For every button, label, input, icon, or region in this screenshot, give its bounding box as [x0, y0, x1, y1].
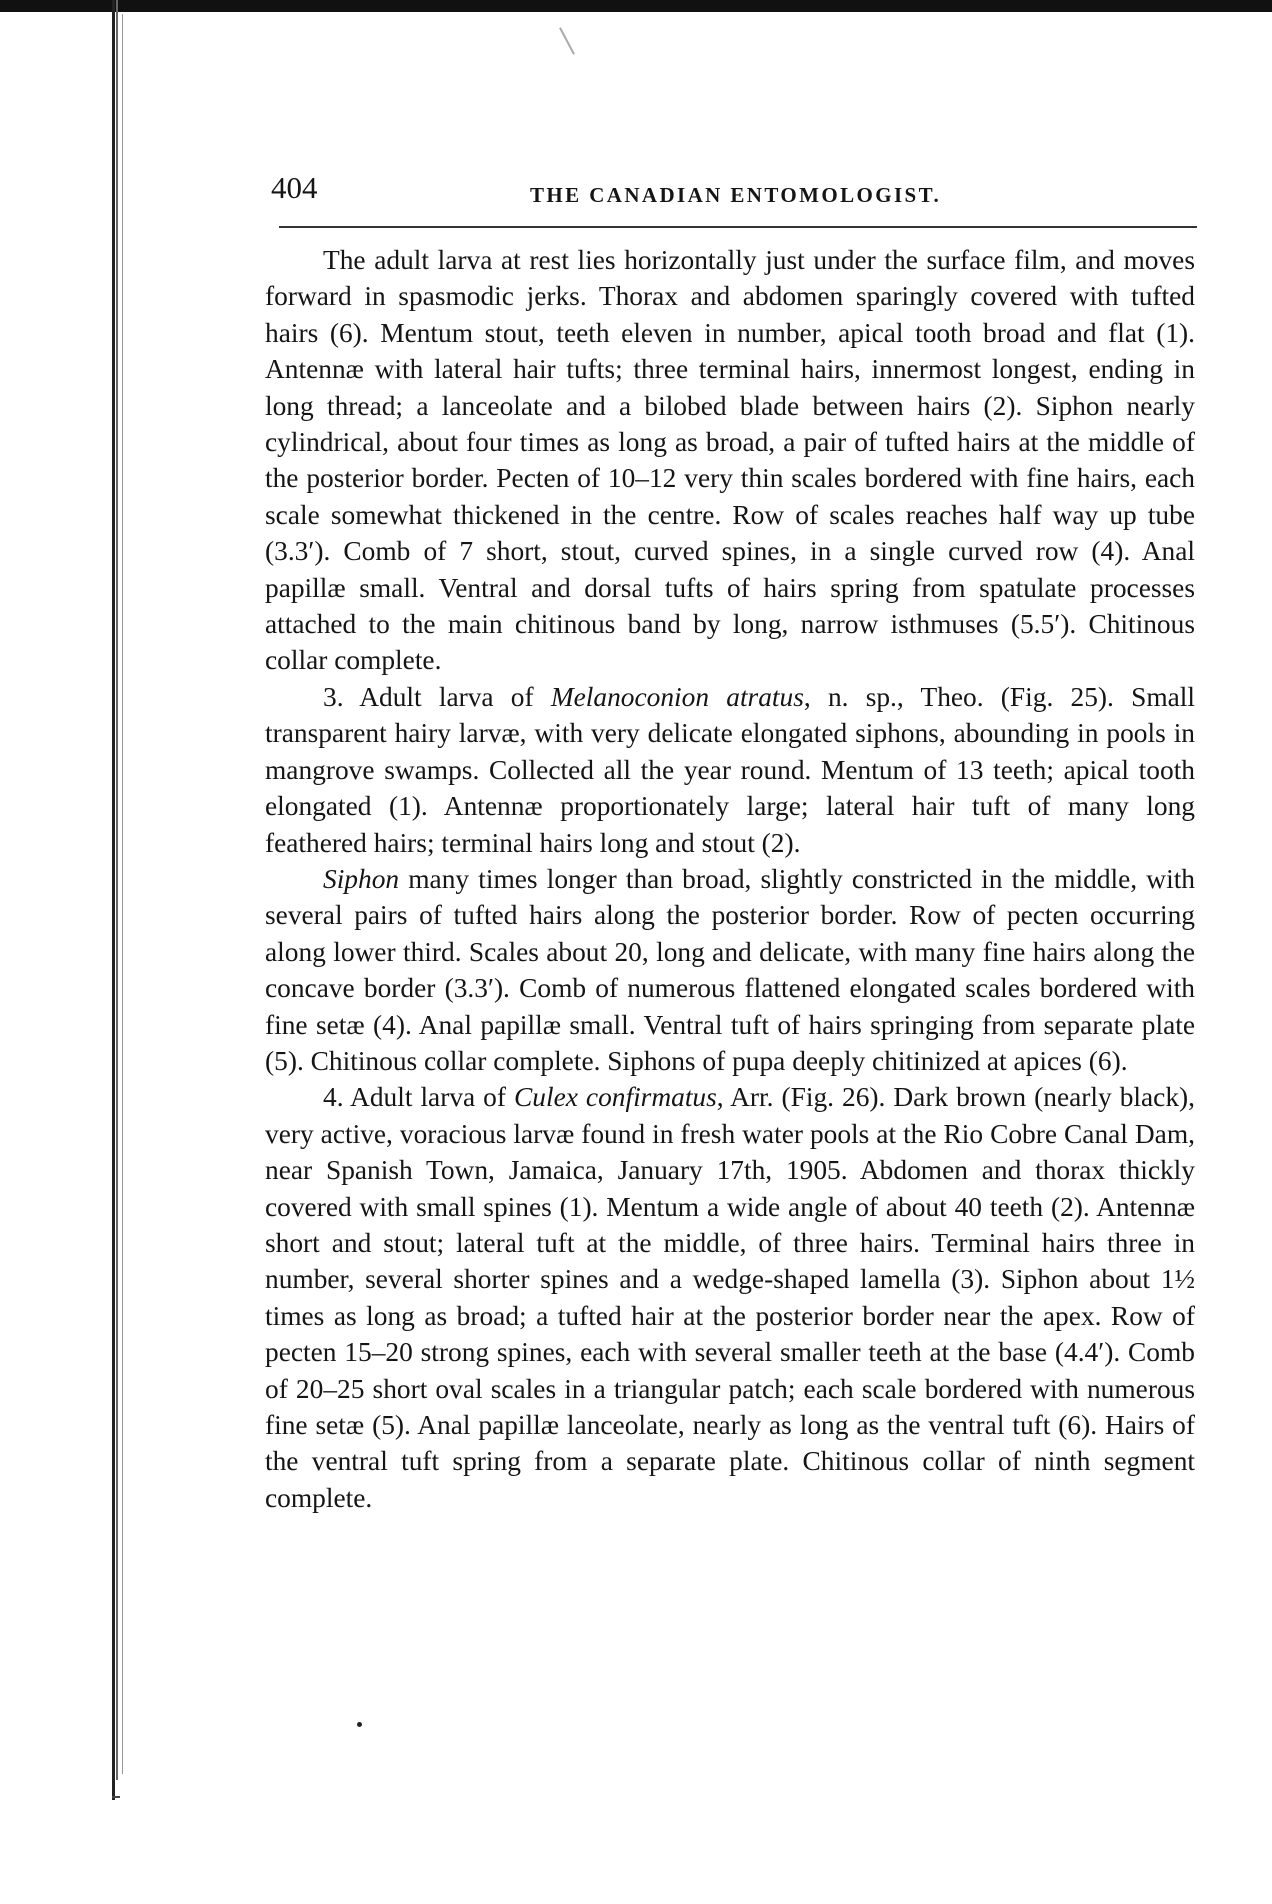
paragraph-melanoconion	[265, 679, 1195, 861]
header-rule	[279, 226, 1197, 228]
journal-title: THE CANADIAN ENTOMOLOGIST.	[530, 183, 942, 207]
paragraph-text: 3. Adult larva of	[323, 681, 551, 712]
page-edge-corner	[112, 1796, 120, 1798]
paragraph-culex	[265, 1079, 1195, 1516]
ink-speck	[357, 1722, 362, 1727]
paragraph-siphon	[265, 861, 1195, 1079]
running-head	[265, 170, 1200, 226]
page-number: 404	[271, 170, 318, 205]
paragraph-text: many times longer than broad, slightly constricted in the middle, with several pairs of tufted hairs along the posterior border. Row of pecten occurring along lower third. Scales about 20, long and delicate, with many fine hairs along the concave border (3.3′). Comb of numerous flattened elongated scales bordered with fine setæ (4). Anal papillæ small. Ventral tuft of hairs springing from separate plate (5). Chitinous collar complete. Siphons of pupa deeply chitinized at apices (6).	[265, 863, 1195, 1076]
species-name: Culex confirmatus	[514, 1082, 717, 1113]
species-name: Melanoconion atratus	[550, 681, 804, 712]
paragraph-text: The adult larva at rest lies horizontally just under the surface film, and moves forward in spasmodic jerks. Thorax and abdomen sparingly covered with tufted hairs (6). Mentum stout, teeth eleven in number, apical tooth broad and flat (1). Antennæ with lateral hair tufts; three terminal hairs, innermost longest, ending in long thread; a lanceolate and a bilobed blade between hairs (2). Siphon nearly cylindrical, about four times as long as broad, a pair of tufted hairs at the middle of the posterior border. Pecten of 10–12 very thin scales bordered with fine hairs, each scale somewhat thickened in the centre. Row of scales reaches half way up tube (3.3′). Comb of 7 short, stout, curved spines, in a single curved row (4). Anal papillæ small. Ventral and dorsal tufts of hairs spring from spatulate processes attached to the main chitinous band by long, narrow isthmuses (5.5′). Chitinous collar complete.	[265, 245, 1195, 676]
page-edge-left-faint	[122, 14, 123, 1774]
paragraph-text: , Arr. (Fig. 26). Dark brown (nearly black), very active, voracious larvæ found in fresh water pools at the Rio Cobre Canal Dam, near Spanish Town, Jamaica, January 17th, 1905. Abdomen and thorax thickly covered with small spines (1). Mentum a wide angle of about 40 teeth (2). Antennæ short and stout; lateral tuft at the middle, of three hairs. Terminal hairs three in number, several shorter spines and a wedge-shaped lamella (3). Siphon about 1½ times as long as broad; a tufted hair at the posterior border near the apex. Row of pecten 15–20 strong spines, each with several smaller teeth at the base (4.4′). Comb of 20–25 short oval scales in a triangular patch; each scale bordered with numerous fine setæ (5). Anal papillæ lanceolate, nearly as long as the ventral tuft (6). Hairs of the ventral tuft spring from a separate plate. Chitinous collar of ninth segment complete.	[265, 1082, 1195, 1513]
page-edge-left-inner	[116, 0, 118, 1780]
term-siphon: Siphon	[323, 863, 400, 894]
paragraph-larva-description	[265, 242, 1195, 679]
scan-mark	[559, 27, 575, 54]
page-content	[265, 170, 1200, 1516]
scan-top-border	[0, 0, 1272, 12]
paragraph-text: 4. Adult larva of	[323, 1082, 515, 1113]
page-edge-left	[112, 0, 115, 1800]
paragraph-text: , n. sp., Theo. (Fig. 25). Small transparent hairy larvæ, with very delicate elongated siphons, abounding in pools in mangrove swamps. Collected all the year round. Mentum of 13 teeth; apical tooth elongated (1). Antennæ proportionately large; lateral hair tuft of many long feathered hairs; terminal hairs long and stout (2).	[265, 681, 1195, 858]
